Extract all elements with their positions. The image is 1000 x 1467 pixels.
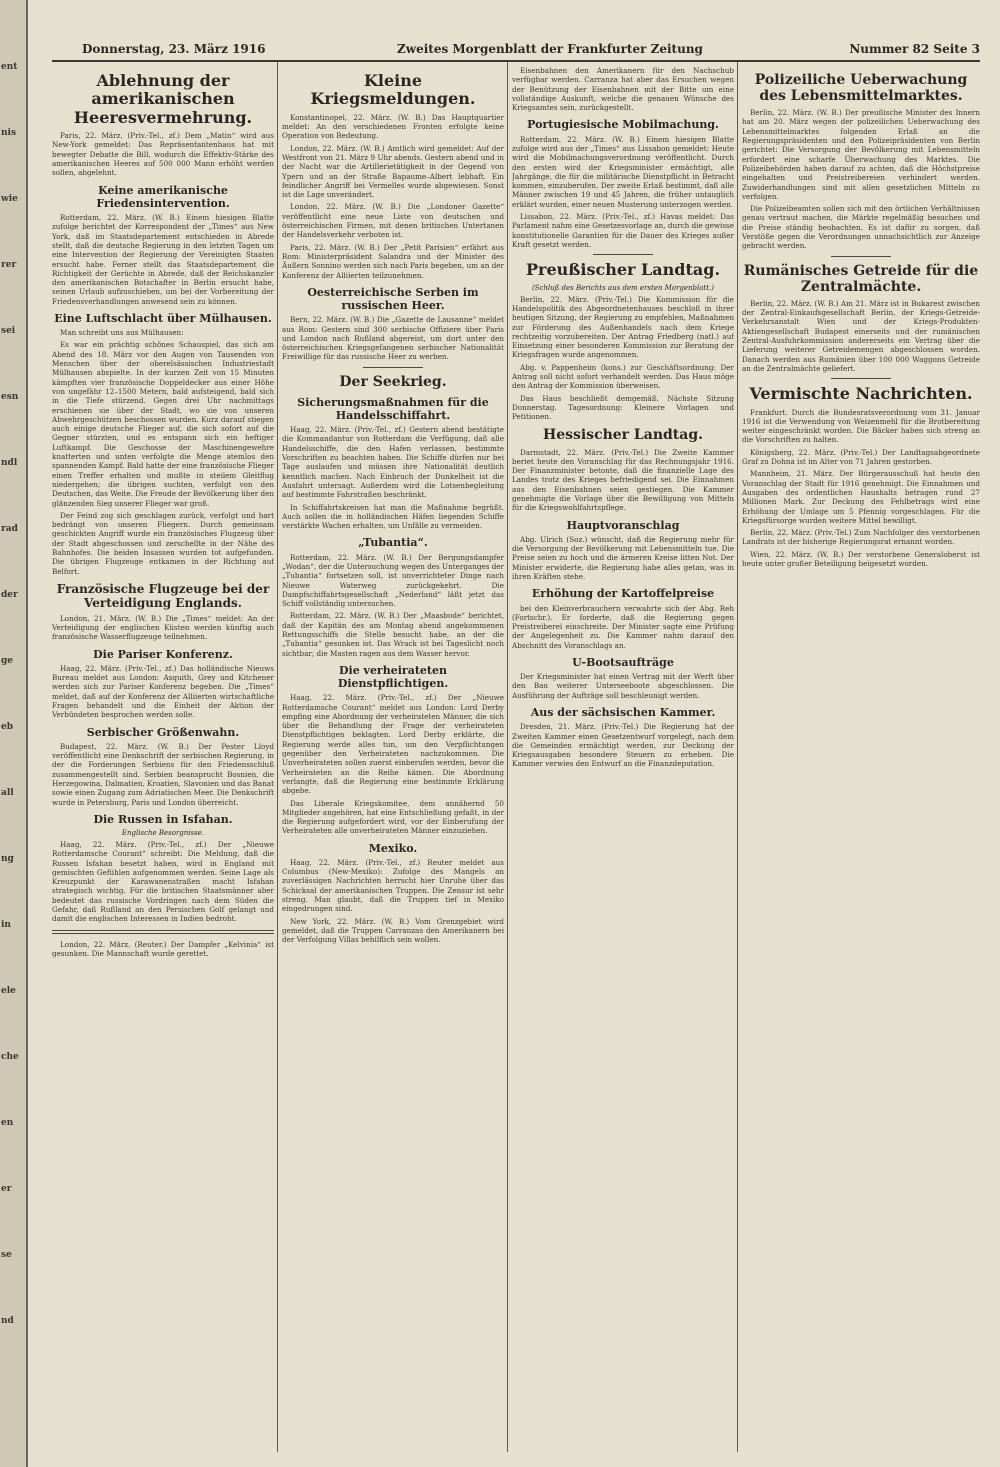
article-paragraph: Das Haus beschließt demgemäß. Nächste Sitzung Donnerstag. Tagesordnung: Kleinere Vorlagen und Petitionen. bbox=[512, 393, 734, 422]
cut-off-text-fragment: ele bbox=[1, 986, 16, 996]
issue-date: Donnerstag, 23. März 1916 bbox=[82, 42, 266, 56]
column-2 bbox=[282, 66, 504, 1451]
headline: Vermischte Nachrichten. bbox=[749, 384, 973, 404]
headline: Polizeiliche Ueberwachung des Lebensmittelmarktes. bbox=[754, 72, 968, 105]
article-paragraph: Rotterdam, 22. März. (W. B.) Der „Maasbode“ berichtet, daß der Kapitän des am Montag abend angekommenen Rettungsschiffs die Stelle besucht habe, an der die „Tubantia“ gesunken ist. Das Wrack ist bei Tageslicht noch sichtbar; die Masten ragen aus dem Wasser hervor. bbox=[282, 611, 504, 658]
article-paragraph: Haag, 22. März. (Priv.-Tel., zf.) Reuter meldet aus Columbus (New-Mexiko): Zufolge des Mangels an zuverlässigen Nachrichten herrscht hier Unruhe über das Schicksal der amerikanischen Truppen. Die Zensur ist sehr streng. Man glaubt, daß die Truppen tief in Mexiko eingedrungen sind. bbox=[282, 857, 504, 914]
headline: Keine amerikanische Friedensintervention. bbox=[96, 183, 230, 210]
article-paragraph: Die Polizeibeamten sollen sich mit den örtlichen Verhältnissen genau vertraut machen, die Märkte regelmäßig besuchen und die Preise ständig beobachten. Es ist dafür zu sorgen, daß Verstöße gegen die Verordnungen unnachsichtlich zur Anzeige gebracht werden. bbox=[742, 204, 980, 251]
cut-off-text-fragment: esn bbox=[1, 392, 19, 402]
subheadline: U-Bootsaufträge bbox=[572, 656, 674, 669]
article-paragraph: Rotterdam, 22. März. (W. B.) Einem hiesigen Blatte zufolge wird aus der „Times“ aus Lissabon gemeldet: Heute wird die Mobilmachungsverordnung veröffentlicht. Durch den ersten wird der Kriegsminister ermächtigt, alle Jahrgänge, die für die militärische Dienstpflicht in Betracht kommen, einzuberufen. Der zweite Erlaß bestimmt, daß alle Männer zwischen 19 und 45 Jahren, die früher untauglich erklärt wurden, einer neuen Musterung unterzogen werden. bbox=[512, 134, 734, 209]
article-paragraph: Berlin, 22. März. (Priv.-Tel.) Zum Nachfolger des verstorbenen Landrats ist der bisherige Regierungsrat ernannt worden. bbox=[742, 528, 980, 547]
cut-off-text-fragment: che bbox=[1, 1052, 19, 1062]
article-paragraph: Wien, 22. März. (W. B.) Der verstorbene Generaloberst ist heute unter großer Beteiligung beigesetzt worden. bbox=[742, 549, 980, 569]
article-paragraph: Rotterdam, 22. März. (W. B.) Einem hiesigen Blatte zufolge berichtet der Korrespondent der „Times“ aus New York, daß im Staatsdepartement entschieden in Abrede stellt, daß die deutsche Regierung in den letzten Tagen um eine Intervention der Regierung der Vereinigten Staaten ersucht habe. Ferner stellt das Staatsdepartement die Richtigkeit der Gerüchte in Abrede, daß der Reichskanzler den amerikanischen Botschafter in Berlin ersucht habe, seinen Urlaub aufzuschieben, um bei der Vorbereitung der Friedensverhandlungen anwesend sein zu können. bbox=[52, 213, 274, 306]
article-paragraph: Mannheim, 21. März. Der Bürgerausschuß hat heute den Voranschlag der Stadt für 1916 genehmigt. Die Einnahmen und Ausgaben des ordentlichen Haushalts betragen rund 27 Millionen Mark. Zur Deckung des Fehlbetrags wird eine Erhöhung der Umlage um 5 Pfennig vorgeschlagen. Für die Kriegsfürsorge wurden weitere Mittel bewilligt. bbox=[742, 469, 980, 525]
cut-off-text-fragment: se bbox=[1, 1250, 12, 1260]
article-paragraph: Der Feind zog sich geschlagen zurück, verfolgt und hart bedrängt von unseren Fliegern. Durch gemeinsam geschickten Angriff wurde ein französisches Flugzeug über der Stadt abgeschossen und zerschellte in der Nähe des Bahnhofes. Die beiden Insassen wurden tot aufgefunden. Die übrigen Flugzeuge entkamen in der Richtung auf Belfort. bbox=[52, 510, 274, 576]
column-rule bbox=[507, 62, 508, 1452]
cut-off-text-fragment: rad bbox=[1, 524, 18, 534]
article-paragraph: Königsberg, 22. März. (Priv.-Tel.) Der Landtagsabgeordnete Graf zu Dohna ist im Alter von 71 Jahren gestorben. bbox=[742, 447, 980, 467]
headline: Portugiesische Mobilmachung. bbox=[527, 118, 719, 132]
cut-off-text-fragment: ent bbox=[1, 62, 18, 72]
article-paragraph: Man schreibt uns aus Mülhausen: bbox=[60, 328, 184, 338]
article-paragraph: Berlin, 22. März. (W. B.) Am 21. März ist in Bukarest zwischen der Zentral-Einkaufsgesellschaft Berlin, der Kriegs-Getreide-Verkehrsanstalt Wien und der Kriegs-Produkten-Aktiengesellschaft Budapest einerseits und der rumänischen Zentral-Ausfuhrkommission andererseits ein Vertrag über die Lieferung weiterer Getreidemengen abgeschlossen worden. Danach werden aus Rumänien über 100 000 Waggons Getreide an die Zentralmächte geliefert. bbox=[742, 298, 980, 373]
article-paragraph: Haag, 22. März. (Priv.-Tel., zf.) Das holländische Nieuws Bureau meldet aus London: Asquith, Grey und Kitchener werden sich zur Pariser Konferenz begeben. Die „Times“ meldet, daß auf der Konferenz der Alliierten wirtschaftliche Fragen behandelt und die Einheit der Aktion der Verbündeten besprochen werden solle. bbox=[52, 663, 274, 720]
cut-off-text-fragment: ge bbox=[1, 656, 14, 666]
column-rule bbox=[277, 62, 278, 1452]
cut-off-text-fragment: sei bbox=[1, 326, 16, 336]
subheadline: Sicherungsmaßnahmen für die Handelsschiffahrt. bbox=[297, 395, 489, 422]
headline: Die verheirateten Dienstpflichtigen. bbox=[337, 663, 449, 691]
paper-title: Zweites Morgenblatt der Frankfurter Zeitung bbox=[397, 42, 703, 56]
headline: Serbischer Größenwahn. bbox=[86, 725, 240, 739]
divider bbox=[831, 256, 891, 257]
article-paragraph: Konstantinopel, 22. März. (W. B.) Das Hauptquartier meldet: An den verschiedenen Fronten erfolgte keine Operation von Bedeutung. bbox=[282, 112, 504, 141]
article-paragraph: New York, 22. März. (W. B.) Vom Grenzgebiet wird gemeldet, daß die Truppen Carranzas den Amerikanern bei der Verfolgung Villas behilflich sein wollen. bbox=[282, 916, 504, 945]
article-paragraph: Abg. Ulrich (Soz.) wünscht, daß die Regierung mehr für die Versorgung der Bevölkerung mit Lebensmitteln tue. Die Preise seien zu hoch und die ärmeren Kreise litten Not. Der Minister erwiderte, die Regierung habe alles getan, was in ihren Kräften stehe. bbox=[512, 534, 734, 582]
cut-off-text-fragment: er bbox=[1, 1184, 12, 1194]
article-paragraph: bei den Kleinverbrauchern verwahrte sich der Abg. Reh (Fortschr.). Er forderte, daß die Regierung gegen Preistreiberei einschreite. Der Minister sagte eine Prüfung der Angelegenheit zu. Die Kammer nahm darauf den Abschnitt des Voranschlags an. bbox=[512, 603, 734, 650]
divider bbox=[831, 378, 891, 379]
subheadline: (Schluß des Berichts aus dem ersten Morgenblatt.) bbox=[531, 283, 715, 292]
subheadline: Erhöhung der Kartoffelpreise bbox=[531, 587, 715, 601]
headline: Preußischer Landtag. bbox=[525, 260, 721, 280]
cut-off-text-fragment: ndl bbox=[1, 458, 18, 468]
article-paragraph: Darmstadt, 22. März. (Priv.-Tel.) Die Zweite Kammer beriet heute den Voranschlag für das Rechnungsjahr 1916. Der Finanzminister betonte, daß die finanzielle Lage des Landes trotz des Krieges befriedigend sei. Die Einnahmen aus den Eisenbahnen seien gestiegen. Die Kammer genehmigte die Vorlage über die Bewilligung von Mitteln für die Kriegswohlfahrtspflege. bbox=[512, 447, 734, 513]
article-paragraph: Es war ein prächtig schönes Schauspiel, das sich am Abend des 18. März vor den Augen von Tausenden von Menschen über der oberelsässischen Industriestadt Mülhausen abspielte. In der kurzen Zeit von 15 Minuten kämpften vier französische Doppeldecker aus einer Höhe von ungefähr 12–1500 Metern, bald aufsteigend, bald sich in die Tiefe stürzend. Gegen drei Uhr nachmittags erschienen sie über der Stadt, wo sie von unseren Abwehrgeschützen beschossen wurden. Kurz darauf stiegen auch einige deutsche Flieger auf, die sich sofort auf die Gegner stürzten, und es entspann sich ein heftiger Luftkampf. Die Geschosse der Maschinengewehre knatterten und unten verfolgte die Menge atemlos den spannenden Kampf. Bald hatte der eine französische Flieger einen Treffer erhalten und mußte in steilem Gleitflug niedergehen; die übrigen suchten, verfolgt von den Deutschen, das Weite. Die Freude der Bevölkerung über den glänzenden Sieg unserer Flieger war groß. bbox=[52, 340, 274, 508]
adjacent-page-strip bbox=[0, 0, 28, 1467]
article-paragraph: Budapest, 22. März. (W. B.) Der Pester Lloyd veröffentlicht eine Denkschrift der serbischen Regierung, in der die Forderungen Serbiens für den Friedensschluß zusammengestellt sind. Serbien beansprucht Bosnien, die Herzegowina, Dalmatien, Kroatien, Slavonien und das Banat sowie einen Zugang zum Adriatischen Meer. Die Denkschrift wurde in Petersburg, Paris und London überreicht. bbox=[52, 741, 274, 807]
article-paragraph: Berlin, 22. März. (Priv.-Tel.) Die Kommission für die Handelspolitik des Abgeordnetenhauses beschloß in ihrer heutigen Sitzung, der Regierung zu empfehlen, Maßnahmen zur Förderung des Außenhandels nach dem Kriege rechtzeitig vorzubereiten. Der Antrag Friedberg (natl.) auf Einsetzung einer besonderen Kommission zur Beratung der Kriegsfragen wurde angenommen. bbox=[512, 294, 734, 360]
article-paragraph: Eisenbahnen den Amerikanern für den Nachschub verfügbar werden. Carranza hat aber das Ersuchen wegen der Benützung der Eisenbahnen mit der Bitte um eine vollständige Auskunft, welche die genauen Wünsche des Kriegsamtes sein, zurückgestellt. bbox=[512, 66, 734, 113]
article-paragraph: Berlin, 22. März. (W. B.) Der preußische Minister des Innern hat am 20. März wegen der polizeilichen Ueberwachung des Lebensmittelmarktes folgenden Erlaß an die Regierungspräsidenten und den Polizeipräsidenten von Berlin gerichtet: Die Versorgung der Bevölkerung mit Lebensmitteln erfordert eine scharfe Überwachung des Marktes. Die Polizeibehörden haben darauf zu achten, daß die Höchstpreise eingehalten und Preistreibereien verhindert werden. Zuwiderhandlungen sind mit allen gesetzlichen Mitteln zu verfolgen. bbox=[742, 108, 980, 201]
cut-off-text-fragment: rer bbox=[1, 260, 17, 270]
article-paragraph: Dresden, 21. März. (Priv.-Tel.) Die Regierung hat der Zweiten Kammer einen Gesetzentwurf vorgelegt, nach dem die Gemeinden ermächtigt werden, zur Deckung der Kriegsausgaben besondere Steuern zu erheben. Die Kammer verwies den Entwurf an die Finanzdeputation. bbox=[512, 722, 734, 769]
cut-off-text-fragment: all bbox=[1, 788, 14, 798]
headline: Die Pariser Konferenz. bbox=[93, 647, 233, 661]
headline: Kleine Kriegsmeldungen. bbox=[310, 71, 476, 109]
headline: Rumänisches Getreide für die Zentralmächte. bbox=[743, 262, 979, 295]
divider bbox=[363, 367, 423, 368]
article-paragraph: London, 22. März. (Reuter.) Der Dampfer „Kelvinia“ ist gesunken. Die Mannschaft wurde gerettet. bbox=[52, 939, 274, 958]
headline: Hessischer Landtag. bbox=[542, 427, 704, 444]
headline: Die Russen in Isfahan. bbox=[93, 812, 233, 826]
cut-off-text-fragment: en bbox=[1, 1118, 14, 1128]
article-paragraph: London, 21. März. (W. B.) Die „Times“ meldet: An der Verteidigung der englischen Küsten werden künftig auch französische Wasserflugzeuge teilnehmen. bbox=[52, 613, 274, 642]
article-paragraph: Haag, 22. März. (Priv.-Tel., zf.) Gestern abend bestätigte die Kommandantur von Rotterdam die Verfügung, daß alle Handelsschiffe, die den Hafen verlassen, bestimmte Vorschriften zu beachten haben. Die Schiffe dürfen nur bei Tage auslaufen und müssen ihre Nationalität deutlich kenntlich machen. Nach Einbruch der Dunkelheit ist die Ausfahrt untersagt. Außerdem wird die Lotsenbegleitung auf bestimmte Fahrstraßen beschränkt. bbox=[282, 425, 504, 500]
subheadline: Englische Besorgnisse. bbox=[121, 829, 205, 837]
article-paragraph: Haag, 22. März. (Priv.-Tel., zf.) Der „Nieuwe Rotterdamsche Courant“ meldet aus London: Lord Derby empfing eine Abordnung der verheirateten Männer, die sich über die Behandlung der Frage der verheirateten Dienstpflichtigen beklagten. Lord Derby erklärte, die Regierung werde alles tun, um den Verpflichtungen gegenüber den Verheirateten nachzukommen. Die Unverheirateten sollen zuerst einberufen werden, bevor die Verheirateten an die Reihe kämen. Die Abordnung verlangte, daß die Regierung eine bestimmte Erklärung abgebe. bbox=[282, 693, 504, 796]
headline: Mexiko. bbox=[368, 841, 418, 855]
headline: Aus der sächsischen Kammer. bbox=[530, 706, 716, 720]
headline: Französische Flugzeuge bei der Verteidigung Englands. bbox=[56, 581, 270, 611]
cut-off-text-fragment: in bbox=[1, 920, 11, 930]
article-paragraph: Abg. v. Pappenheim (kons.) zur Geschäftsordnung: Der Antrag soll nicht sofort verhandelt werden. Das Haus möge den Antrag der Kommission überweisen. bbox=[512, 362, 734, 391]
article-paragraph: Haag, 22. März. (Priv.-Tel., zf.) Der „Nieuwe Rotterdamsche Courant“ schreibt: Die Meldung, daß die Russen Isfahan besetzt haben, wird in England mit gemischten Gefühlen aufgenommen werden. Seine Lage als Kreuzpunkt der Karawanenstraßen macht Isfahan strategisch wichtig. Für die britischen Staatsmänner aber bedeutet das russische Vordringen nach dem Süden die Gefahr, daß Rußland an den Persischen Golf gelangt und damit die englischen Interessen in Indien bedroht. bbox=[52, 840, 274, 924]
divider bbox=[593, 254, 653, 255]
cut-off-text-fragment: eb bbox=[1, 722, 14, 732]
headline: „Tubantia“. bbox=[358, 536, 428, 550]
article-paragraph: Paris, 22. März. (Priv.-Tel., zf.) Dem „Matin“ wird aus New-York gemeldet: Das Repräsentantenhaus hat mit bewegter Debatte die Bill, wodurch die Effektiv-Stärke des amerikanischen Heeres auf 500 000 Mann erhöht werden sollen, abgelehnt. bbox=[52, 131, 274, 178]
headline: Oesterreichische Serben im russischen Heer. bbox=[307, 285, 479, 313]
column-rule bbox=[737, 62, 738, 1452]
cut-off-text-fragment: nd bbox=[1, 1316, 14, 1326]
divider bbox=[52, 930, 274, 934]
masthead bbox=[52, 38, 980, 62]
article-paragraph: Das Liberale Kriegskomitee, dem annähernd 50 Mitglieder angehören, hat eine Entschließung gefaßt, in der die Regierung aufgefordert wird, vor der Einberufung der Verheirateten alle unverheirateten Männer einzuziehen. bbox=[282, 798, 504, 836]
article-paragraph: London, 22. März. (W. B.) Die „Londoner Gazette“ veröffentlicht eine neue Liste von deutschen und österreichischen Firmen, mit denen britischen Untertanen der Handelsverkehr verboten ist. bbox=[282, 202, 504, 240]
article-paragraph: Bern, 22. März. (W. B.) Die „Gazette de Lausanne“ meldet aus Rom: Gestern sind 300 serbische Offiziere über Paris und London nach Rußland abgereist, um dort unter den österreichischen Kriegsgefangenen serbischer Nationalität Freiwillige für das russische Heer zu werben. bbox=[282, 315, 504, 362]
headline: Ablehnung der amerikanischen Heeresvermehrung. bbox=[73, 71, 253, 127]
article-paragraph: Der Kriegsminister hat einen Vertrag mit der Werft über den Bau weiterer Unterseeboote abgeschlossen. Die Ausführung der Aufträge soll beschleunigt werden. bbox=[512, 672, 734, 700]
article-paragraph: Lissabon, 22. März. (Priv.-Tel., zf.) Havas meldet: Das Parlament nahm eine Gesetzesvorlage an, durch die gewisse konstitutionelle Garantien für die Dauer des Krieges außer Kraft gesetzt werden. bbox=[512, 212, 734, 249]
column-3 bbox=[512, 66, 734, 1451]
column-1 bbox=[52, 66, 274, 1451]
article-paragraph: Frankfurt. Durch die Bundesratsverordnung vom 31. Januar 1916 ist die Verwendung von Weizenmehl für die Brotbereitung weiter eingeschränkt worden. Die Bäcker haben sich streng an die Vorschriften zu halten. bbox=[742, 407, 980, 445]
cut-off-text-fragment: der bbox=[1, 590, 18, 600]
article-paragraph: Paris, 22. März. (W. B.) Der „Petit Parisien“ erfährt aus Rom: Ministerpräsident Salandra und der Minister des Äußern Sonnino werden sich nach Paris begeben, um an der Konferenz der Alliierten teilzunehmen. bbox=[282, 242, 504, 280]
cut-off-text-fragment: wie bbox=[1, 194, 18, 204]
cut-off-text-fragment: nis bbox=[1, 128, 17, 138]
column-4 bbox=[742, 66, 980, 1451]
article-paragraph: In Schiffahrtskreisen hat man die Maßnahme begrüßt. Auch sollen die in holländischen Häfen liegenden Schiffe verstärkte Wachen erhalten, um Unfälle zu vermeiden. bbox=[282, 502, 504, 531]
headline: Eine Luftschlacht über Mülhausen. bbox=[54, 312, 272, 325]
subheadline: Hauptvoranschlag bbox=[566, 518, 680, 532]
headline: Der Seekrieg. bbox=[339, 373, 447, 390]
article-paragraph: Rotterdam, 22. März. (W. B.) Der Bergungsdampfer „Wodan“, der die Untersuchung wegen des Unterganges der „Tubantia“ fortsetzen soll, ist unverrichteter Dinge nach Nieuwe Waterweg zurückgekehrt. Die Dampfschiffahrtsgesellschaft „Nederland“ läßt jetzt das Schiff vollständig untersuchen. bbox=[282, 552, 504, 609]
cut-off-text-fragment: ng bbox=[1, 854, 14, 864]
article-paragraph: London, 22. März. (W. B.) Amtlich wird gemeldet: Auf der Westfront von 21. März 9 Uhr abends. Gestern abend und in der Nacht war die Artillerietätigkeit in der Gegend von Ypern und an der Straße Bapaume–Albert lebhaft. Ein feindlicher Angriff bei Vermelles wurde abgewiesen. Sonst ist die Lage unverändert. bbox=[282, 143, 504, 200]
page-number: Nummer 82 Seite 3 bbox=[849, 42, 980, 56]
